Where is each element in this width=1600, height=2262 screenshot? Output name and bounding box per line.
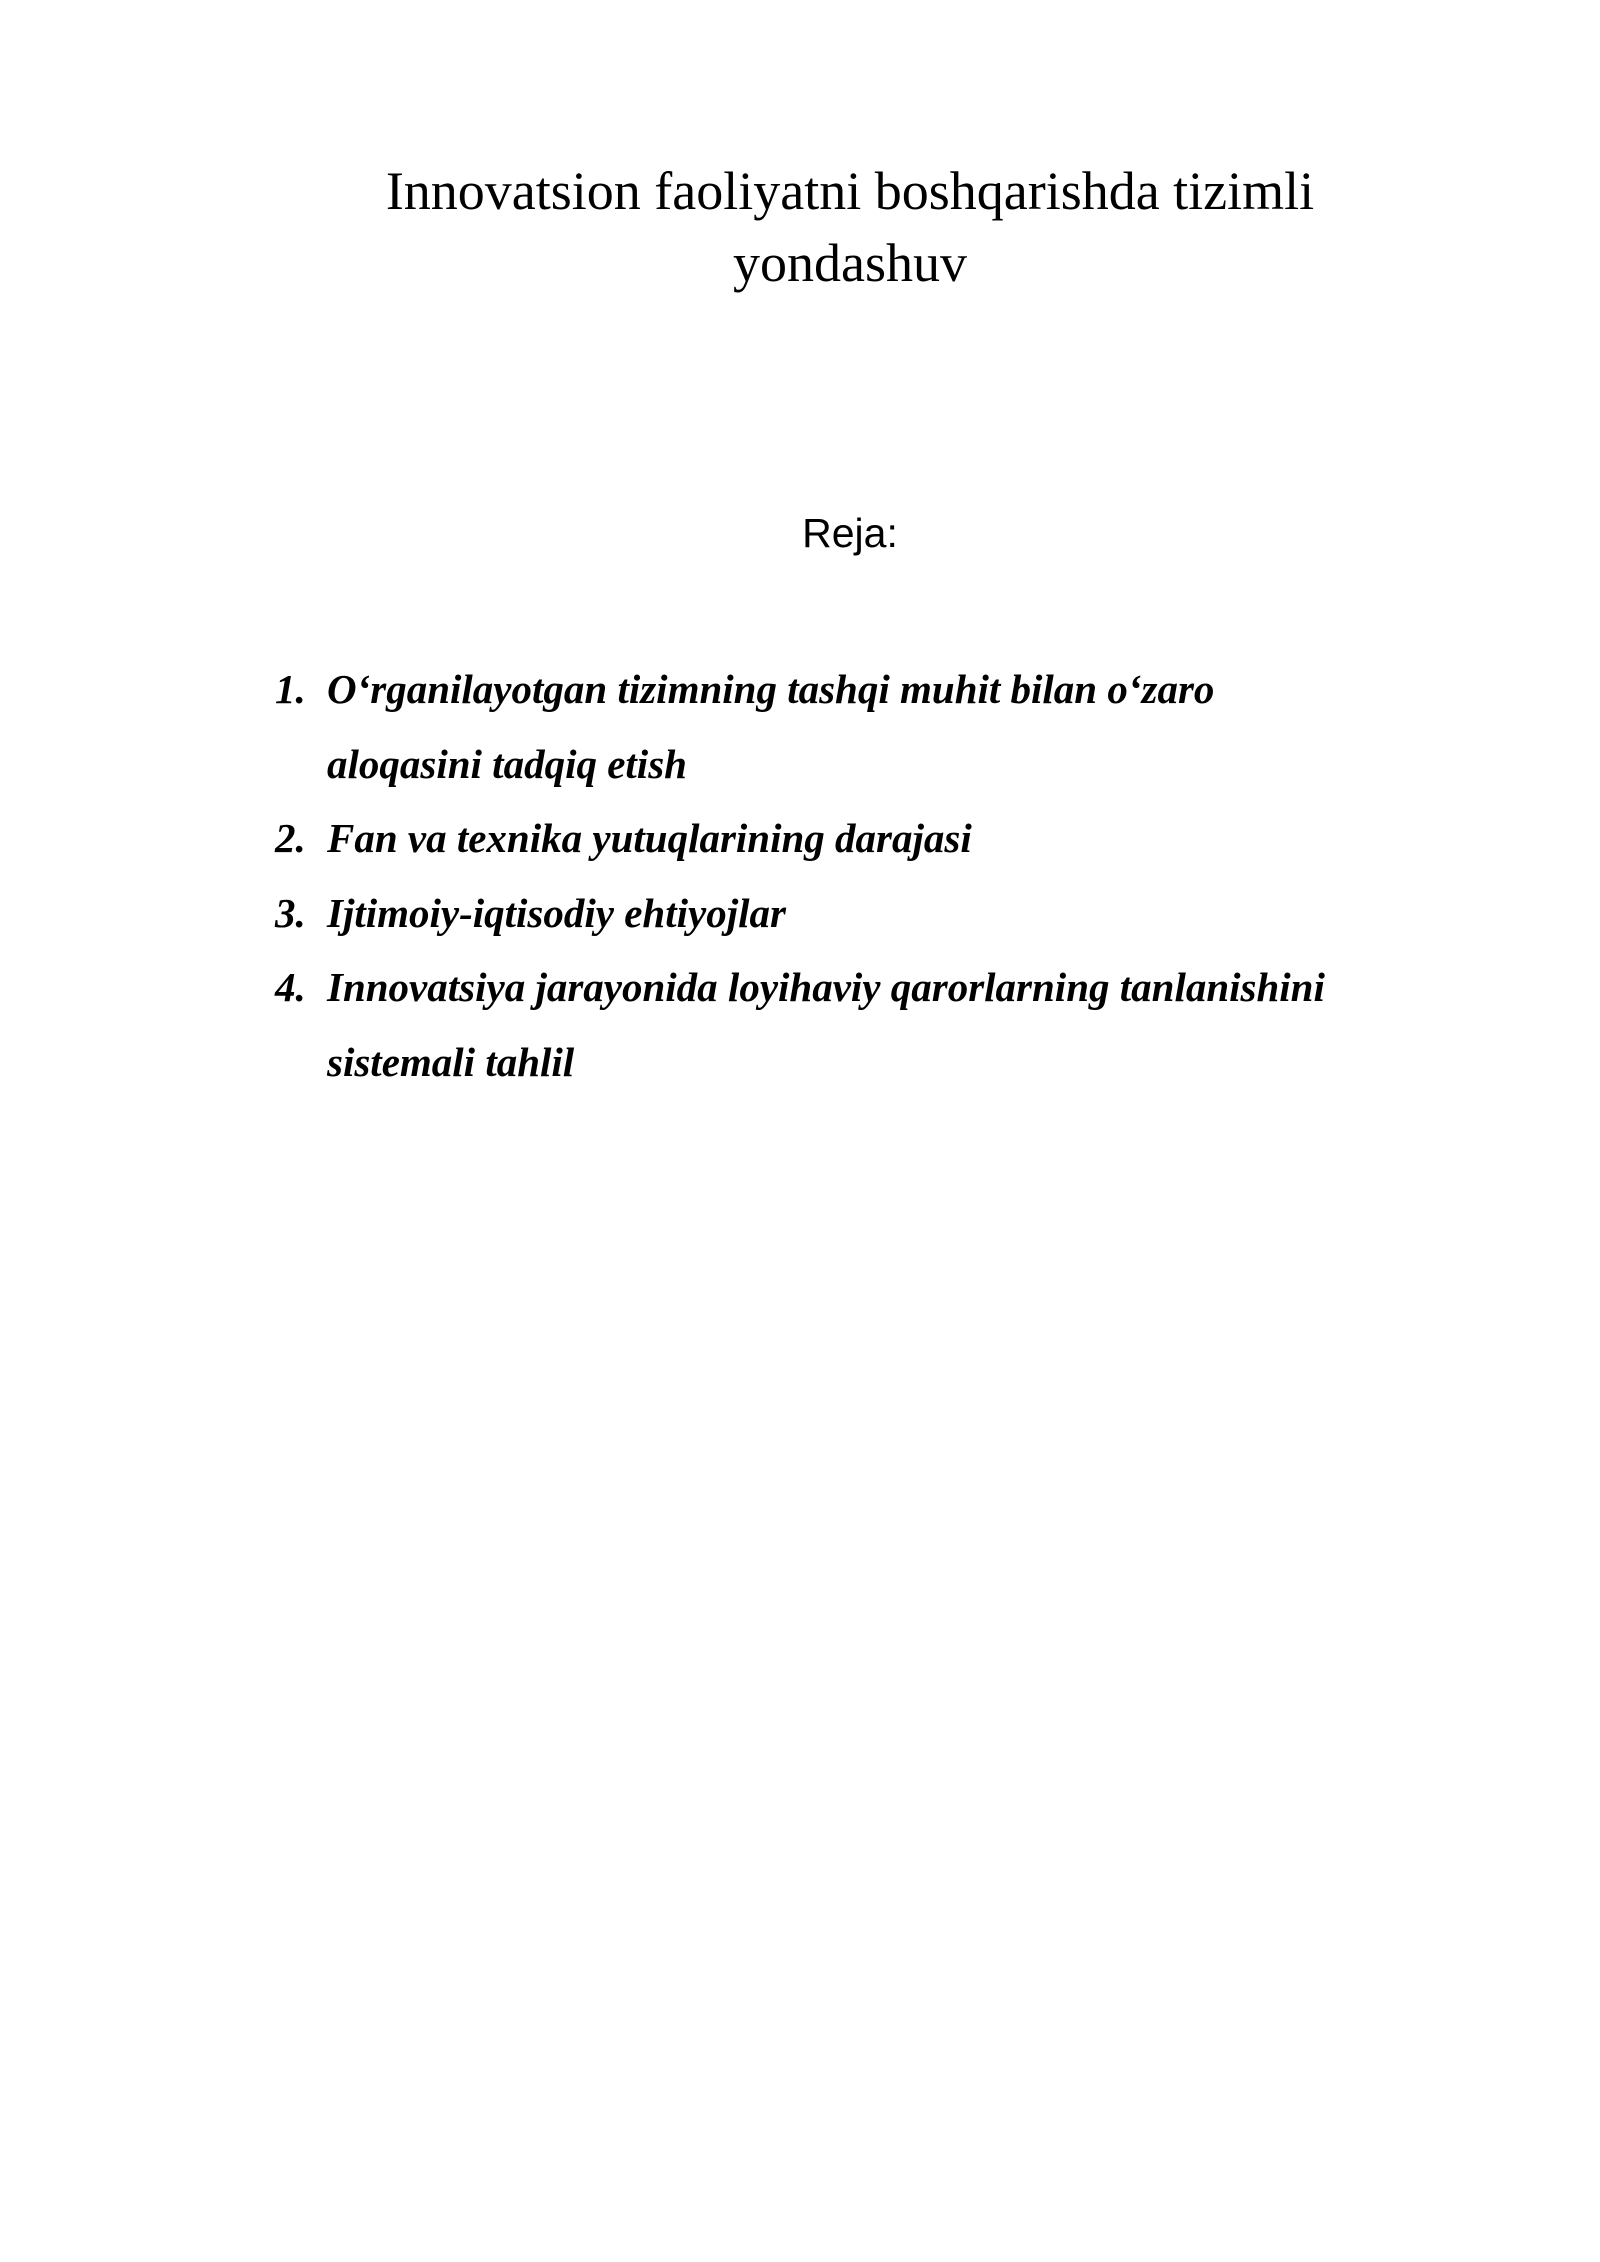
plan-item-number: 1. <box>275 666 306 712</box>
plan-item-1 <box>275 652 1455 801</box>
plan-heading: Reja: <box>802 510 898 556</box>
plan-item-text: O‘rganilayotgan tizimning tashqi muhit bilan o‘zaro aloqasini tadqiq etish <box>327 666 1215 787</box>
plan-item-2 <box>275 801 1455 876</box>
plan-item-text: Innovatsiya jarayonida loyihaviy qarorlarning tanlanishini sistemali tahlil <box>327 964 1325 1085</box>
plan-item-number: 2. <box>275 815 306 861</box>
plan-item-number: 4. <box>275 964 306 1010</box>
plan-item-3 <box>275 876 1455 951</box>
plan-list <box>275 652 1455 1099</box>
plan-item-text: Ijtimoiy-iqtisodiy ehtiyojlar <box>327 889 786 936</box>
plan-item-number: 3. <box>275 889 306 936</box>
plan-item-4 <box>275 950 1455 1099</box>
document-title: Innovatsion faoliyatni boshqarishda tizimli yondashuv <box>385 161 1315 293</box>
plan-item-text: Fan va texnika yutuqlarining darajasi <box>327 815 972 861</box>
